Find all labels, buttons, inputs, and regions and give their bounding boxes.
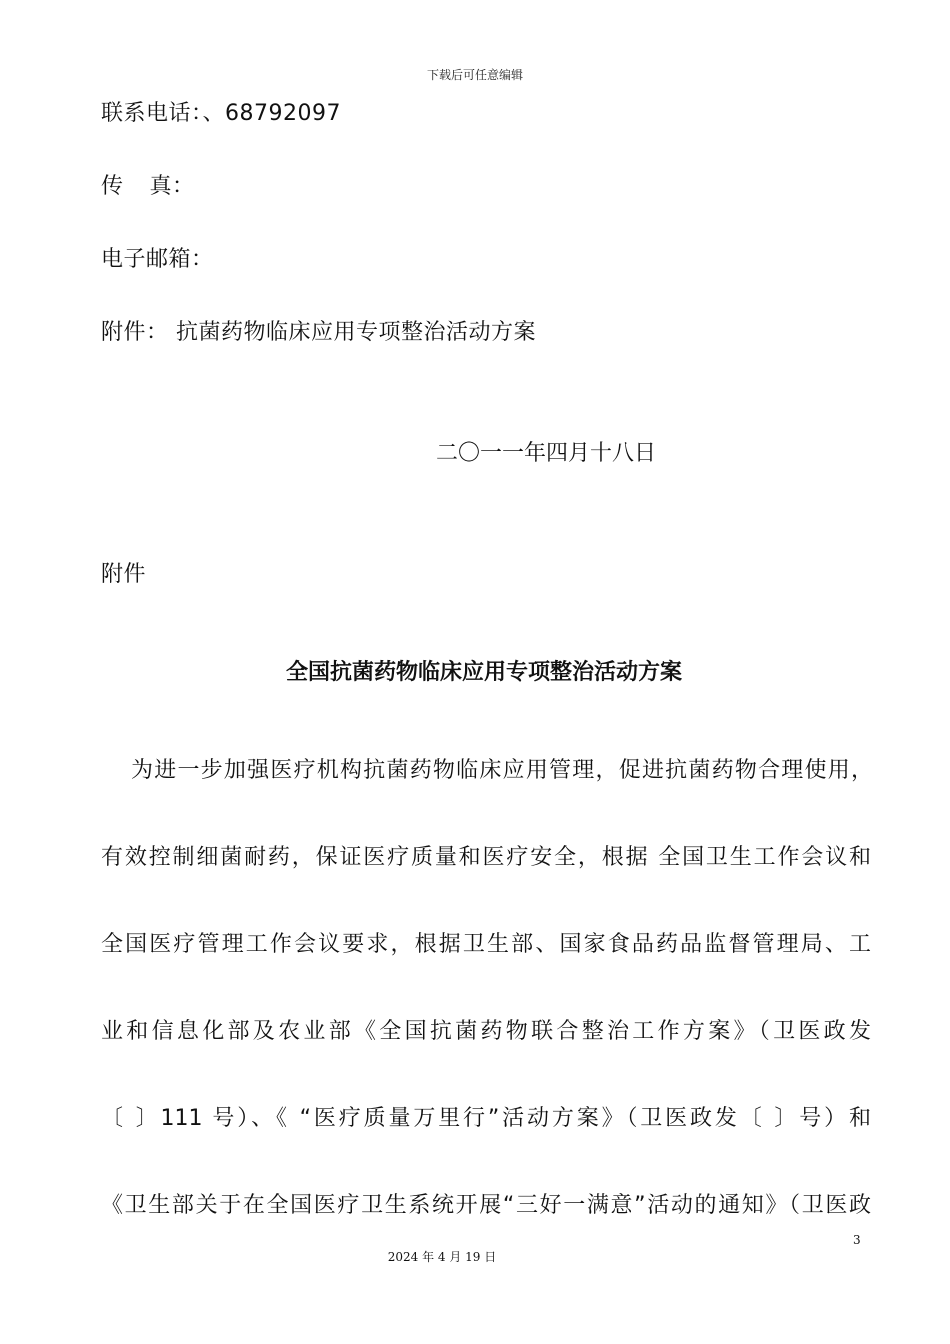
page-number: 3 — [853, 1233, 861, 1247]
attachment-text: 抗菌药物临床应用专项整治活动方案 — [176, 320, 537, 345]
attachment-line — [101, 318, 536, 348]
header-note: 下载后可任意编辑 — [426, 68, 523, 82]
footer-date: 2024 年 4 月 19 日 — [387, 1250, 497, 1264]
phone-value: 、68792097 — [202, 101, 341, 126]
phone-label: 联系电话： — [101, 101, 203, 126]
paragraph-line: 全国医疗管理工作会议要求，根据卫生部、国家食品药品监督管理局、工 — [101, 932, 871, 957]
email-label: 电子邮箱： — [101, 247, 214, 272]
paragraph-line: 为进一步加强医疗机构抗菌药物临床应用管理，促进抗菌药物合理使用， — [131, 758, 873, 783]
paragraph-line: 业和信息化部及农业部《全国抗菌药物联合整治工作方案》（卫医政发 — [101, 1019, 871, 1044]
email-line — [101, 245, 214, 275]
paragraph-line: 有效控制细菌耐药，保证医疗质量和医疗安全，根据 全国卫生工作会议和 — [101, 845, 871, 870]
phone-line — [101, 99, 341, 129]
paragraph-line: 《卫生部关于在全国医疗卫生系统开展“三好一满意”活动的通知》（卫医政 — [101, 1193, 871, 1218]
fax-line — [101, 172, 195, 202]
fax-label-second: 真： — [149, 174, 195, 199]
attachment-label: 附件： — [101, 320, 169, 345]
fax-label-first: 传 — [101, 174, 124, 199]
document-title: 全国抗菌药物临床应用专项整治活动方案 — [285, 660, 682, 685]
attachment-heading: 附件 — [101, 562, 147, 587]
paragraph-line: 〔 〕111 号）、《 “医疗质量万里行”活动方案》（卫医政发〔 〕号）和 — [101, 1106, 871, 1131]
signature-date: 二〇一一年四月十八日 — [436, 441, 657, 466]
